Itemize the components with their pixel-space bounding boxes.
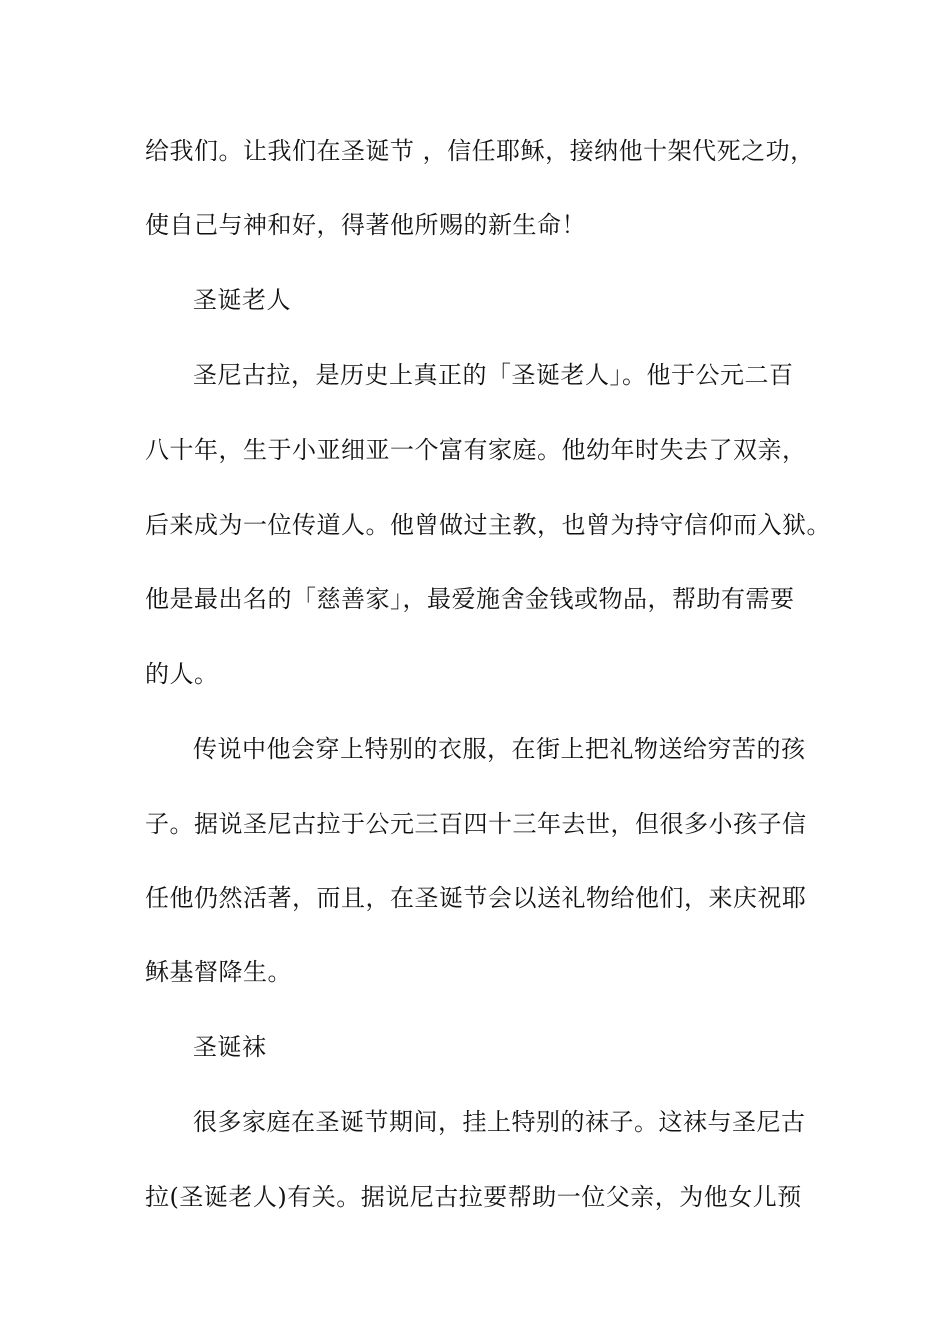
section-heading-christmas-stocking: 圣诞袜 [193,1033,267,1061]
paragraph-line: 稣基督降生。 [145,958,292,986]
paragraph-line: 很多家庭在圣诞节期间，挂上特别的袜子。这袜与圣尼古 [193,1108,806,1136]
paragraph-line: 给我们。让我们在圣诞节 ，信任耶稣，接纳他十架代死之功， [145,137,815,165]
paragraph-line: 圣尼古拉，是历史上真正的「圣诞老人」。他于公元二百 [193,361,794,389]
paragraph-line: 子。据说圣尼古拉于公元三百四十三年去世，但很多小孩子信 [145,810,807,838]
paragraph-line: 使自己与神和好，得著他所赐的新生命！ [145,211,586,239]
section-heading-santa-claus: 圣诞老人 [193,286,291,314]
paragraph-line: 八十年，生于小亚细亚一个富有家庭。他幼年时失去了双亲， [145,436,807,464]
paragraph-line: 他是最出名的「慈善家」，最爱施舍金钱或物品，帮助有需要 [145,585,795,613]
paragraph-line: 传说中他会穿上特别的衣服，在街上把礼物送给穷苦的孩 [193,735,806,763]
paragraph-line: 拉(圣诞老人)有关。据说尼古拉要帮助一位父亲，为他女儿预 [145,1183,802,1211]
paragraph-line: 任他仍然活著，而且，在圣诞节会以送礼物给他们，来庆祝耶 [145,884,807,912]
paragraph-line: 后来成为一位传道人。他曾做过主教，也曾为持守信仰而入狱。 [145,511,831,539]
paragraph-line: 的人。 [145,660,219,688]
